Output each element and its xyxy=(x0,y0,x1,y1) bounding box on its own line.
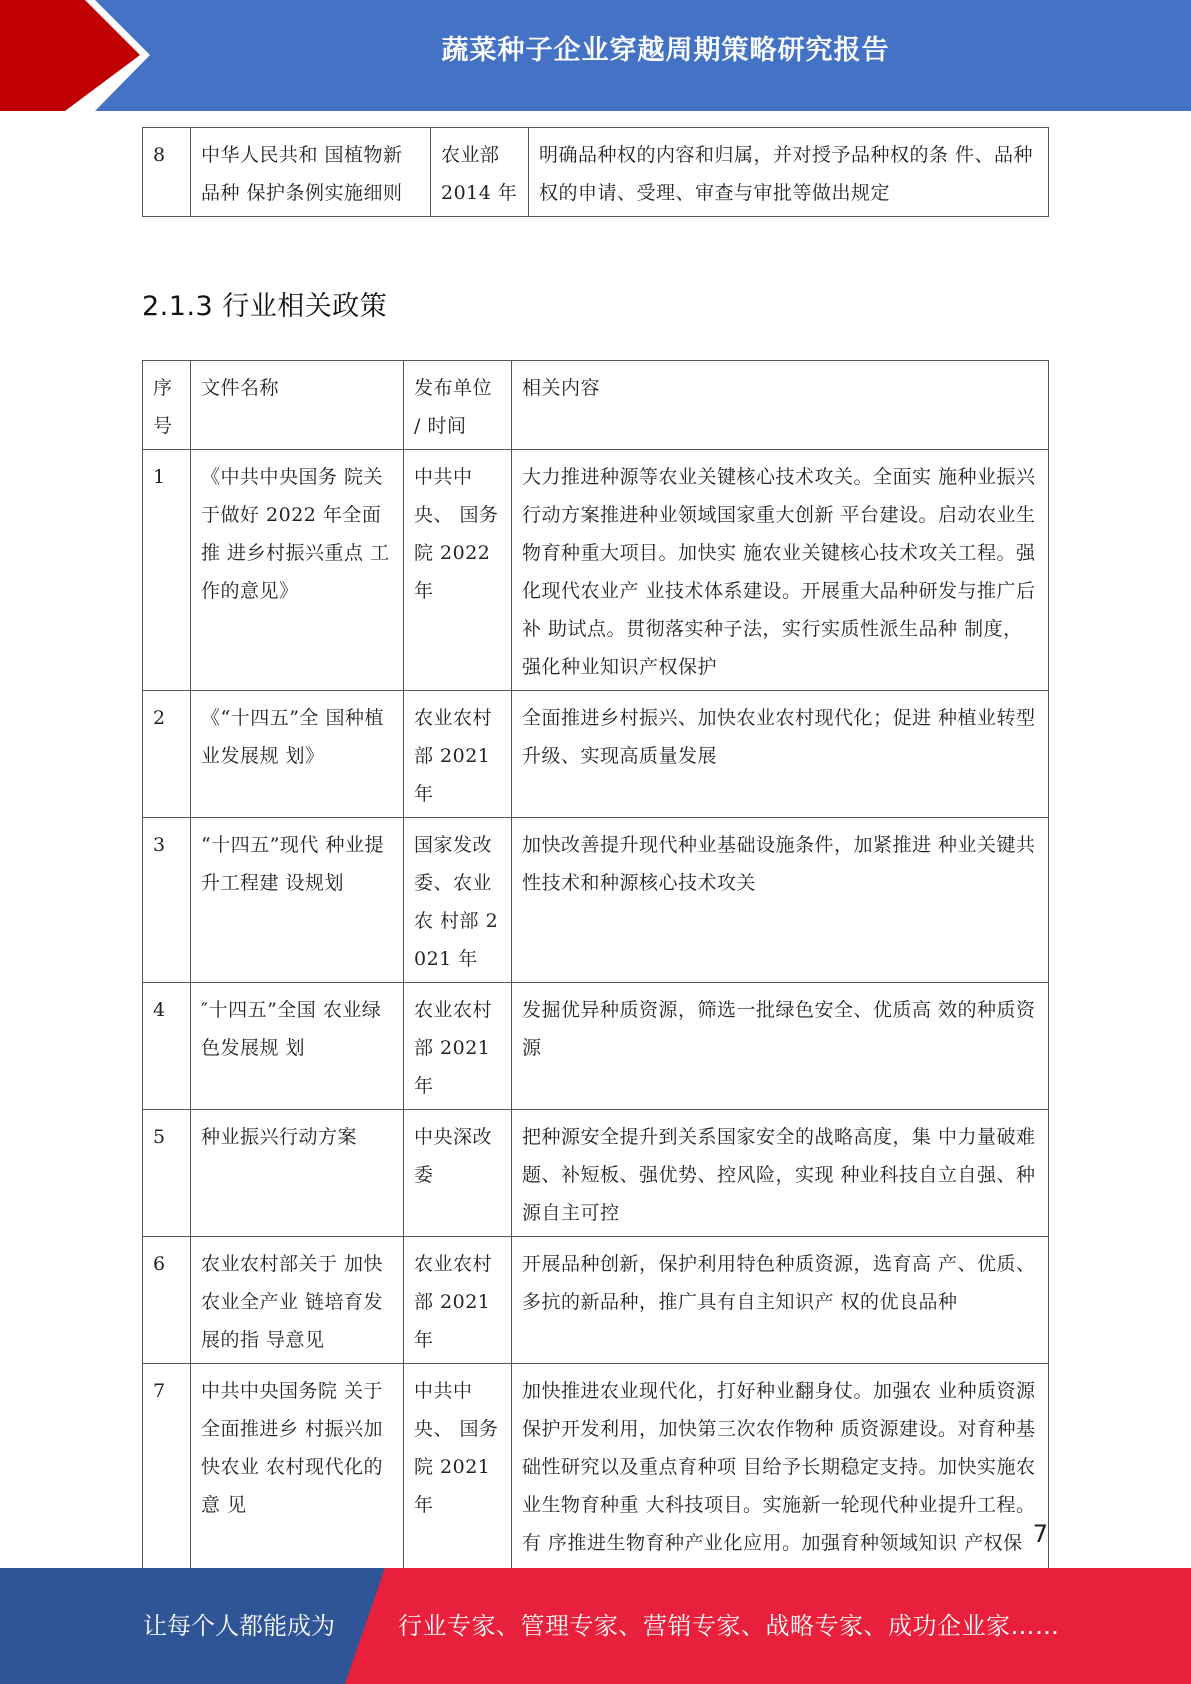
section-heading: 2.1.3 行业相关政策 xyxy=(142,291,388,322)
content: 开展品种创新，保护利用特色种质资源，选育高 产、优质、多抗的新品种，推广具有自主知识产 权的优良品种 xyxy=(512,1237,1049,1364)
table-row xyxy=(143,983,1049,1110)
issuer: 农业部 2014 年 xyxy=(431,128,529,217)
content: 加快改善提升现代种业基础设施条件，加紧推进 种业关键共性技术和种源核心技术攻关 xyxy=(512,818,1049,983)
table-row xyxy=(143,1110,1049,1237)
header-content: 相关内容 xyxy=(512,361,1049,450)
issuer: 中共中央、 国务院 2022 年 xyxy=(404,450,512,691)
header-issuer: 发布单位 / 时间 xyxy=(404,361,512,450)
table-header-row xyxy=(143,361,1049,450)
content: 明确品种权的内容和归属，并对授予品种权的条 件、品种权的申请、受理、审查与审批等做出规定 xyxy=(529,128,1049,217)
table-row xyxy=(143,818,1049,983)
document-name: ″十四五”全国 农业绿色发展规 划 xyxy=(191,983,404,1110)
policy-table xyxy=(142,360,1049,1605)
page-header xyxy=(0,0,1191,111)
regulation-table-continued xyxy=(142,127,1049,217)
page-footer xyxy=(0,1568,1191,1684)
header-title: 蔬菜种子企业穿越周期策略研究报告 xyxy=(441,35,890,66)
row-number: 6 xyxy=(143,1237,191,1364)
table-row xyxy=(143,1237,1049,1364)
content: 大力推进种源等农业关键核心技术攻关。全面实 施种业振兴行动方案推进种业领域国家重大创新 平台建设。启动农业生物育种重大项目。加快实 施农业关键核心技术攻关工程。强化现代农业产 业技术体系建设。开展重大品种研发与推广后补 助试点。贯彻落实种子法，实行实质性派生品种 制度，强化种业知识产权保护 xyxy=(512,450,1049,691)
row-number: 8 xyxy=(143,128,191,217)
table-row xyxy=(143,450,1049,691)
content: 发掘优异种质资源，筛选一批绿色安全、优质高 效的种质资源 xyxy=(512,983,1049,1110)
document-name: 种业振兴行动方案 xyxy=(191,1110,404,1237)
content: 把种源安全提升到关系国家安全的战略高度，集 中力量破难题、补短板、强优势、控风险，实现 种业科技自立自强、种源自主可控 xyxy=(512,1110,1049,1237)
table-row xyxy=(143,128,1049,217)
row-number: 7 xyxy=(143,1364,191,1605)
row-number: 4 xyxy=(143,983,191,1110)
document-name: 中华人民共和 国植物新品种 保护条例实施细则 xyxy=(191,128,431,217)
issuer: 农业农村部 2021 年 xyxy=(404,691,512,818)
footer-slogan-left: 让每个人都能成为 xyxy=(143,1612,335,1640)
issuer: 中央深改委 xyxy=(404,1110,512,1237)
footer-slogan-right: 行业专家、管理专家、营销专家、战略专家、成功企业家…… xyxy=(398,1612,1060,1640)
document-name: 中共中央国务院 关于全面推进乡 村振兴加快农业 农村现代化的意 见 xyxy=(191,1364,404,1605)
issuer: 中共中央、 国务院 2021 年 xyxy=(404,1364,512,1605)
document-name: 《“十四五”全 国种植业发展规 划》 xyxy=(191,691,404,818)
issuer: 农业农村部 2021 年 xyxy=(404,1237,512,1364)
header-name: 文件名称 xyxy=(191,361,404,450)
document-name: 《中共中央国务 院关于做好 2022 年全面推 进乡村振兴重点 工作的意见》 xyxy=(191,450,404,691)
page-number: 7 xyxy=(1032,1520,1048,1548)
row-number: 5 xyxy=(143,1110,191,1237)
table-row xyxy=(143,691,1049,818)
row-number: 1 xyxy=(143,450,191,691)
row-number: 3 xyxy=(143,818,191,983)
document-name: “十四五”现代 种业提升工程建 设规划 xyxy=(191,818,404,983)
issuer: 国家发改委、农业农 村部 2021 年 xyxy=(404,818,512,983)
content: 全面推进乡村振兴、加快农业农村现代化；促进 种植业转型升级、实现高质量发展 xyxy=(512,691,1049,818)
header-no: 序号 xyxy=(143,361,191,450)
issuer: 农业农村部 2021 年 xyxy=(404,983,512,1110)
document-name: 农业农村部关于 加快农业全产业 链培育发展的指 导意见 xyxy=(191,1237,404,1364)
content: 加快推进农业现代化，打好种业翻身仗。加强农 业种质资源保护开发利用，加快第三次农作物种 质资源建设。对育种基础性研究以及重点育种项 目给予长期稳定支持。加快实施农业生物育种重 大科技项目。实施新一轮现代种业提升工程。有 序推进生物育种产业化应用。加强育种领域知识 产权保 xyxy=(512,1364,1049,1605)
row-number: 2 xyxy=(143,691,191,818)
